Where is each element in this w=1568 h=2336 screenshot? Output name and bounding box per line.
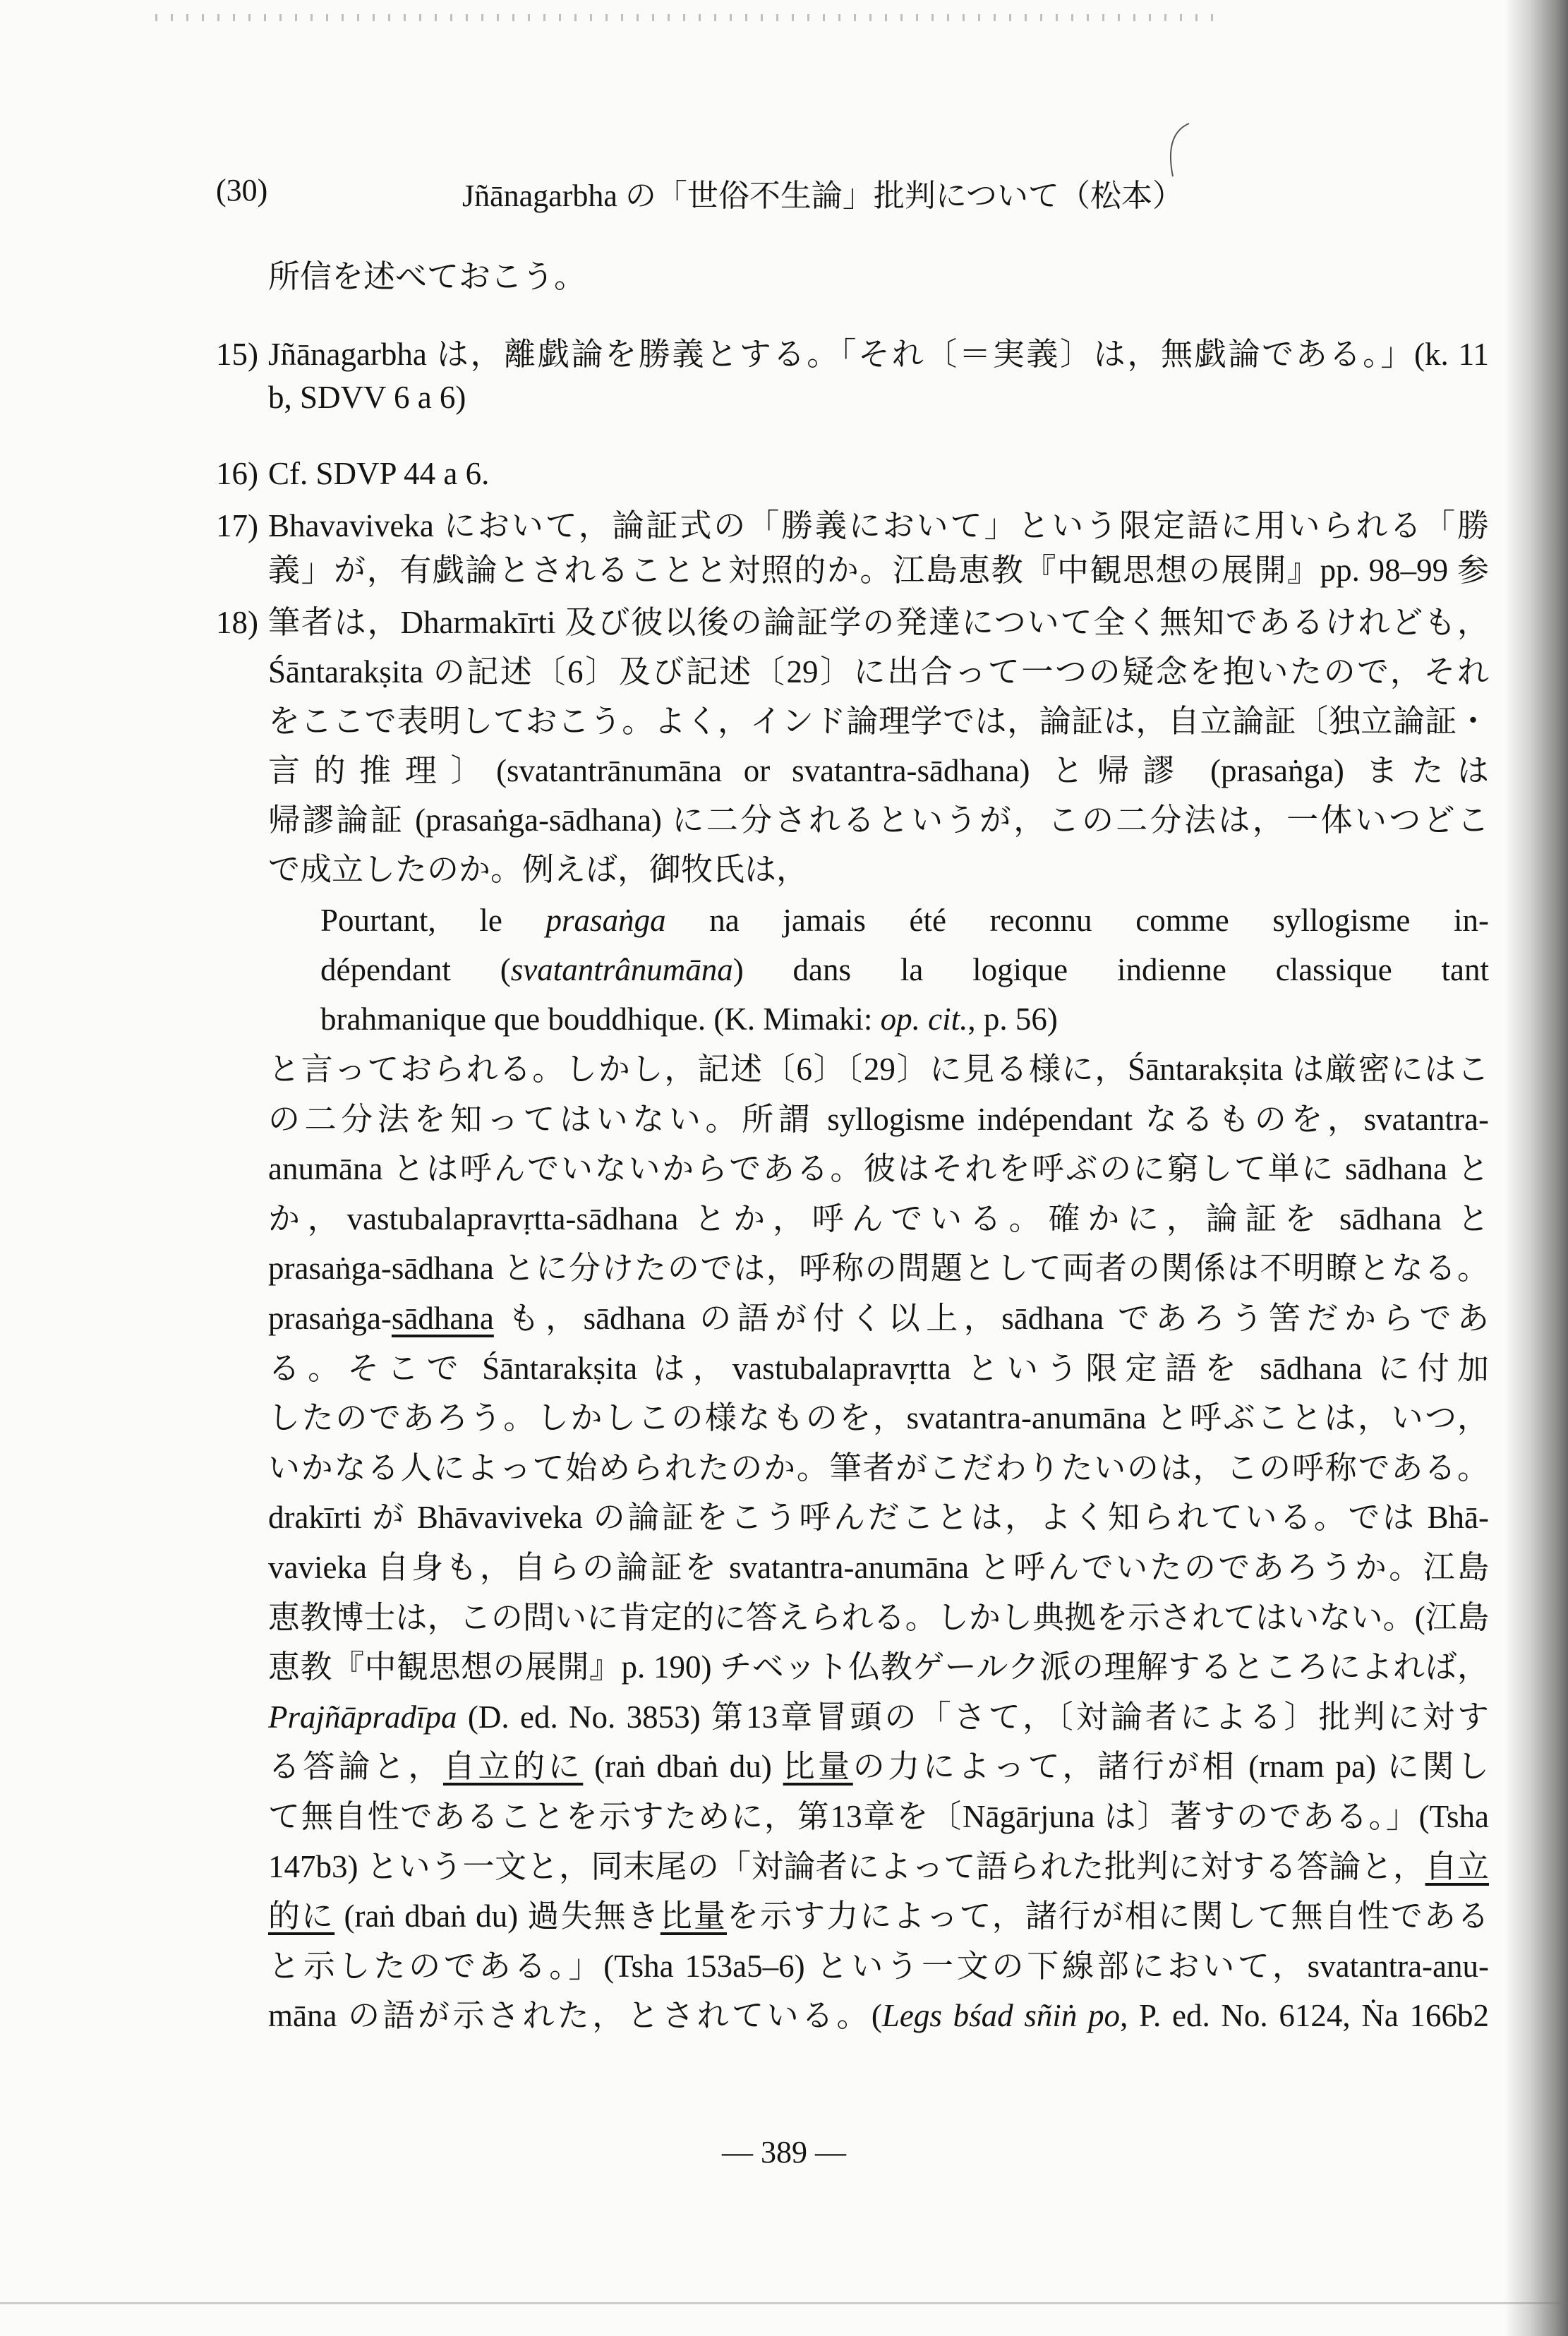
- text-span: prasaṅga-: [268, 1301, 392, 1336]
- text-span: 筆者は，Dharmakīrti 及び彼以後の論証学の発達について全く無知であるけれども，: [268, 605, 1489, 640]
- quote-line: [320, 998, 1489, 1040]
- text-span: na jamais été reconnu comme syllogisme in-: [665, 903, 1489, 938]
- text-span: る答論と，: [268, 1749, 443, 1785]
- running-title: Jñānagarbha の「世俗不生論」批判について（松本）: [462, 179, 1184, 213]
- italic-text: svatantrânumāna: [510, 952, 733, 987]
- text-span: をここで表明しておこう。よく，インド論理学では，論証は，自立論証〔独立論証・: [268, 704, 1489, 739]
- text-line: [268, 1447, 1489, 1489]
- underlined-text: 比量: [660, 1898, 727, 1934]
- text-span: 言的推理〕(svatantrānumāna or svatantra-sādhana) と帰謬 (prasaṅga) または: [268, 753, 1489, 788]
- page-number-footer: — 389 —: [722, 2135, 846, 2169]
- italic-text: Prajñāpradīpa: [268, 1699, 457, 1735]
- text-span: も，sādhana の語が付く以上，sādhana であろう筈だからであ: [493, 1301, 1489, 1336]
- scan-artifact-line: [0, 2302, 1568, 2304]
- text-line: [268, 799, 1489, 841]
- text-line: [268, 1048, 1489, 1090]
- text-span: る。そこで Śāntarakṣita は，vastubalapravṛtta という限定語を sādhana に付加: [268, 1350, 1489, 1386]
- text-span: 147b3) という一文と，同末尾の「対論者によって語られた批判に対する答論と，: [268, 1848, 1425, 1884]
- scan-artifact-mark: [1157, 120, 1200, 183]
- text-line: [268, 1546, 1489, 1589]
- page-number-header: (30): [216, 173, 268, 207]
- text-line: [268, 1696, 1489, 1738]
- text-span: Jñānagarbha は，離戯論を勝義とする。「それ〔＝実義〕は，無戯論である。」(k. 11: [268, 337, 1489, 372]
- italic-text: prasaṅga: [545, 903, 666, 938]
- text-line: [268, 1247, 1489, 1289]
- text-span: b, SDVV 6 a 6): [268, 380, 466, 415]
- text-line: [268, 1745, 1489, 1788]
- text-span: 恵教博士は，この問いに肯定的に答えられる。しかし典拠を示されてはいない。(江島: [268, 1599, 1489, 1635]
- text-span: したのであろう。しかしこの様なものを，svatantra-anumāna と呼ぶことは，いつ，: [268, 1400, 1489, 1436]
- text-line: [268, 1148, 1489, 1190]
- text-line: [268, 1297, 1489, 1339]
- text-span: と示したのである。」(Tsha 153a5–6) という一文の下線部において，svatantra-anu-: [268, 1948, 1489, 1984]
- underlined-text: 的に: [268, 1898, 335, 1934]
- text-span: 義」が，有戯論とされることと対照的か。江島恵教『中観思想の展開』pp. 98–99 参: [268, 553, 1489, 588]
- text-line: [268, 1098, 1489, 1140]
- text-line: [268, 1945, 1489, 1987]
- text-line: [268, 749, 1489, 792]
- text-line: [268, 376, 1489, 419]
- text-line: [268, 1496, 1489, 1539]
- text-span: , p. 56): [967, 1001, 1058, 1037]
- italic-text: Legs bśad sñiṅ po: [881, 1998, 1121, 2034]
- text-line: [268, 549, 1489, 591]
- text-span: (D. ed. No. 3853) 第13章冒頭の「さて，〔対論者による〕批判に対す: [457, 1699, 1489, 1735]
- text-span: (raṅ dbaṅ du): [583, 1749, 783, 1785]
- text-line: [268, 333, 1489, 375]
- text-span: , P. ed. No. 6124, Ṅa 166b2: [1120, 1998, 1489, 2034]
- quote-line: [320, 899, 1489, 941]
- underlined-text: 自立: [1425, 1848, 1489, 1884]
- footnote-number: 15): [216, 337, 258, 372]
- text-line: [268, 1846, 1489, 1888]
- text-span: Pourtant, le: [320, 903, 546, 938]
- text-line: [268, 452, 1489, 495]
- text-line: [268, 1795, 1489, 1838]
- underlined-text: sādhana: [391, 1301, 494, 1336]
- text-span: drakīrti が Bhāvaviveka の論証をこう呼んだことは，よく知られている。では Bhā-: [268, 1500, 1489, 1536]
- text-span: brahmanique que bouddhique. (K. Mimaki:: [320, 1001, 881, 1037]
- text-line: [268, 1895, 1489, 1937]
- footnote-number: 18): [216, 605, 258, 640]
- scan-edge-shadow: [1504, 0, 1568, 2336]
- scan-artifact-dots: [155, 14, 1214, 21]
- italic-text: op. cit.: [880, 1001, 968, 1037]
- text-line: [268, 601, 1489, 644]
- text-span: の二分法を知ってはいない。所謂 syllogisme indépendant なるものを，svatantra-: [268, 1101, 1489, 1137]
- text-span: て無自性であることを示すために，第13章を〔Nāgārjuna は〕著すのである。」(Tsha: [268, 1799, 1489, 1834]
- text-line: [268, 255, 1489, 298]
- text-span: (raṅ dbaṅ du) 過失無き: [334, 1898, 661, 1934]
- footnote-number: 17): [216, 508, 258, 543]
- text-span: Śāntarakṣita の記述〔6〕及び記述〔29〕に出合って一つの疑念を抱いたので，それ: [268, 654, 1489, 690]
- text-line: [268, 700, 1489, 742]
- text-line: [268, 1397, 1489, 1439]
- text-span: vavieka 自身も，自らの論証を svatantra-anumāna と呼んでいたのであろうか。江島: [268, 1550, 1489, 1585]
- text-span: Bhavaviveka において，論証式の「勝義において」という限定語に用いられる「勝: [268, 508, 1489, 543]
- text-span: prasaṅga-sādhana とに分けたのでは，呼称の問題として両者の関係は不明瞭となる。: [268, 1251, 1489, 1287]
- quote-line: [320, 949, 1489, 991]
- text-line: [268, 651, 1489, 693]
- text-span: 所信を述べておこう。: [268, 259, 586, 294]
- text-line: [268, 1994, 1489, 2037]
- text-span: dépendant (: [320, 952, 511, 987]
- text-line: [268, 848, 1489, 891]
- text-span: anumāna とは呼んでいないからである。彼はそれを呼ぶのに窮して単に sādhana と: [268, 1151, 1489, 1187]
- underlined-text: 比量: [783, 1749, 853, 1785]
- text-line: [268, 1646, 1489, 1688]
- text-span: ) dans la logique indienne classique tant: [732, 952, 1489, 987]
- underlined-text: 自立的に: [442, 1749, 584, 1785]
- text-span: Cf. SDVP 44 a 6.: [268, 456, 490, 491]
- text-line: [268, 505, 1489, 547]
- footnote-number: 16): [216, 456, 258, 491]
- text-span: を示す力によって，諸行が相に関して無自性である: [726, 1898, 1489, 1934]
- text-line: [268, 1596, 1489, 1639]
- text-span: で成立したのか。例えば，御牧氏は，: [268, 852, 809, 887]
- text-line: [268, 1347, 1489, 1390]
- text-span: と言っておられる。しかし，記述〔6〕〔29〕に見る様に，Śāntarakṣita は厳密にはこ: [268, 1052, 1489, 1087]
- text-span: の力によって，諸行が相 (rnam pa) に関し: [852, 1749, 1489, 1785]
- text-span: 帰謬論証 (prasaṅga-sādhana) に二分されるというが，この二分法は，一体いつどこ: [268, 802, 1489, 838]
- text-span: いかなる人によって始められたのか。筆者がこだわりたいのは，この呼称である。: [268, 1450, 1489, 1486]
- text-span: māna の語が示された，とされている。(: [268, 1998, 882, 2034]
- text-line: [268, 1198, 1489, 1240]
- text-span: か，vastubalapravṛtta-sādhana とか，呼んでいる。確かに，論証を sādhana と: [268, 1200, 1489, 1236]
- text-span: 恵教『中観思想の展開』p. 190) チベット仏教ゲールク派の理解するところによれば，: [268, 1649, 1489, 1685]
